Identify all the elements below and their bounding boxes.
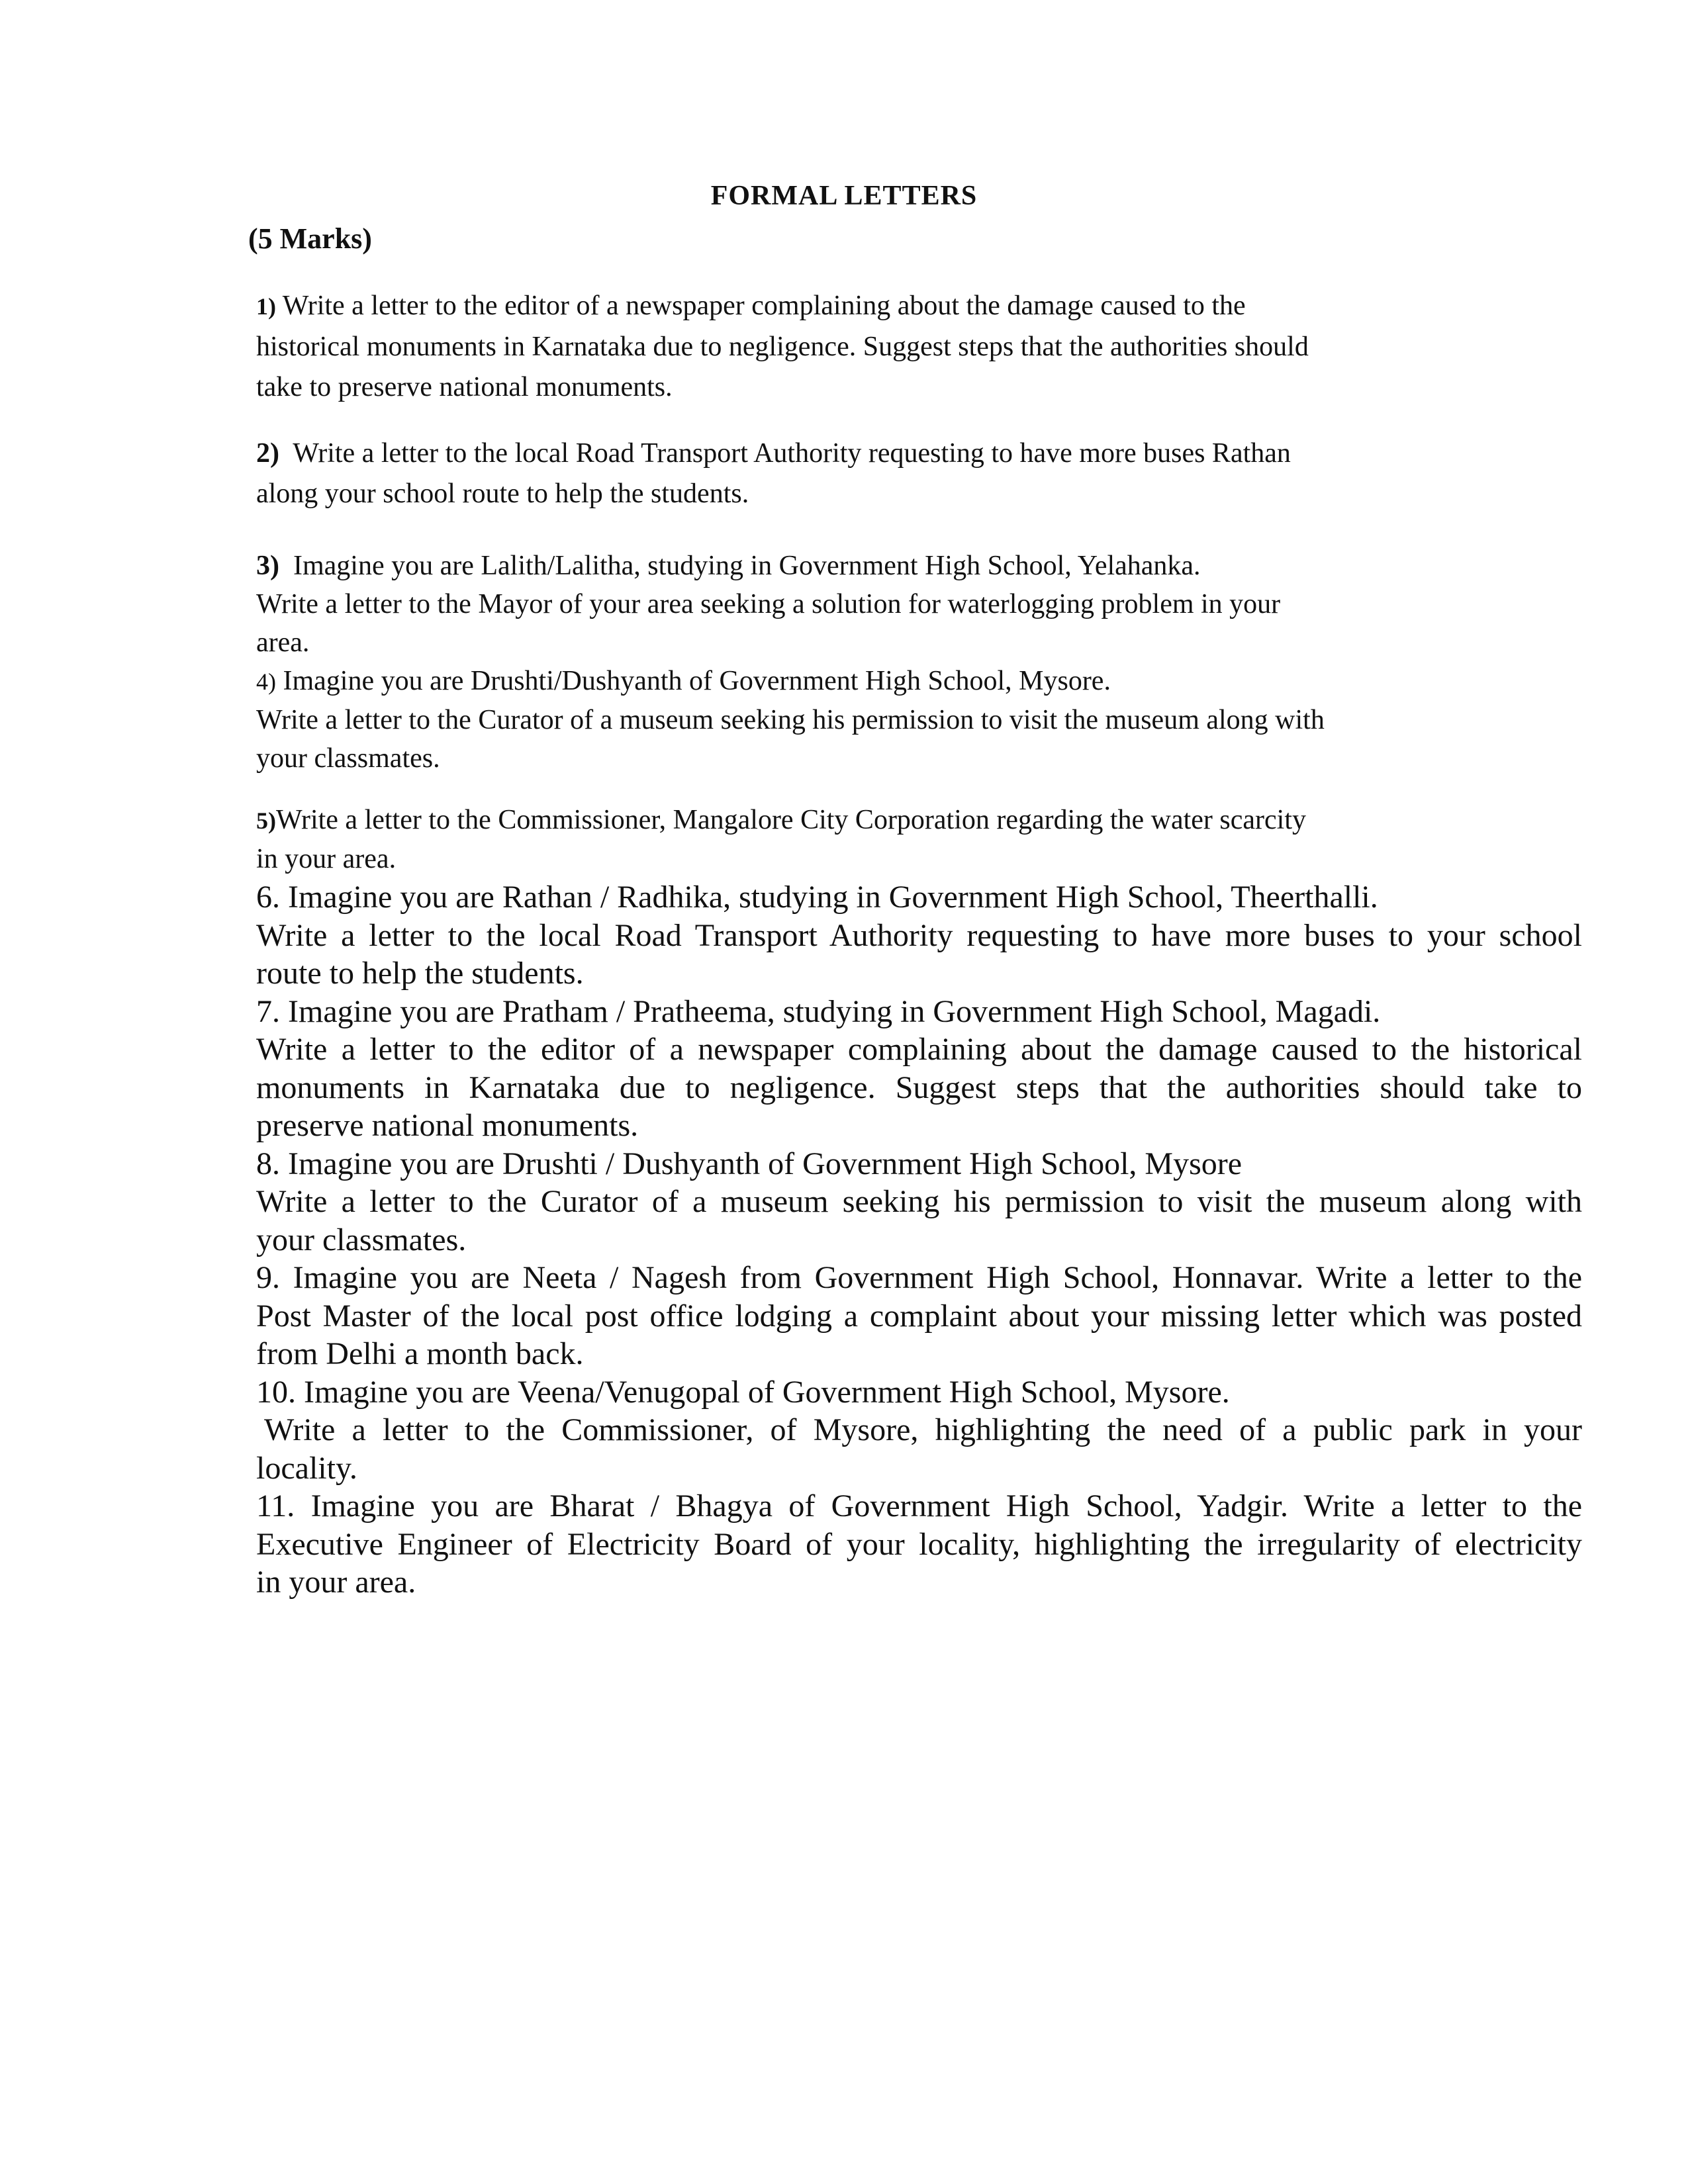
question-2 xyxy=(256,433,1434,514)
question-text: Write a letter to the Curator of a museum seeking his permission to visit the museum along with xyxy=(256,1184,1582,1219)
question-text: Imagine you are Lalith/Lalitha, studying in Government High School, Yelahanka. xyxy=(293,551,1201,581)
question-text: Executive Engineer of Electricity Board of your locality, highlighting the irregularity of electricity xyxy=(256,1526,1582,1562)
question-text: Write a letter to the local Road Transport Authority requesting to have more buses to your school xyxy=(256,917,1582,953)
question-number: 5) xyxy=(256,807,276,834)
question-text: Write a letter to the editor of a newspaper complaining about the damage caused to the xyxy=(282,291,1246,321)
question-number: 8. xyxy=(256,1146,280,1181)
question-number: 9. xyxy=(256,1260,280,1295)
question-text: Imagine you are Drushti / Dushyanth of Government High School, Mysore xyxy=(288,1146,1243,1181)
question-text: Write a letter to the Curator of a museum seeking his permission to visit the museum along with xyxy=(256,705,1325,735)
question-list-large xyxy=(256,878,1582,1602)
question-text: Write a letter to the Mayor of your area seeking a solution for waterlogging problem in your xyxy=(256,589,1281,619)
page-title: FORMAL LETTERS xyxy=(710,181,978,211)
question-text: your classmates. xyxy=(256,1222,467,1257)
marks-label: (5 Marks) xyxy=(248,222,372,255)
question-4 xyxy=(256,662,1434,778)
question-text: take to preserve national monuments. xyxy=(256,372,673,402)
question-text: Imagine you are Veena/Venugopal of Government High School, Mysore. xyxy=(304,1374,1230,1410)
question-number: 3) xyxy=(256,551,279,581)
question-text: preserve national monuments. xyxy=(256,1108,639,1143)
question-text: Imagine you are Rathan / Radhika, studying in Government High School, Theerthalli. xyxy=(288,880,1378,915)
question-5 xyxy=(256,801,1434,878)
question-text: Imagine you are Neeta / Nagesh from Government High School, Honnavar. Write a letter to the xyxy=(293,1260,1582,1295)
question-1 xyxy=(256,286,1434,408)
question-text: in your area. xyxy=(256,844,397,874)
question-number: 7. xyxy=(256,993,280,1029)
question-text: Imagine you are Pratham / Pratheema, studying in Government High School, Magadi. xyxy=(288,993,1381,1029)
question-text: along your school route to help the students. xyxy=(256,478,749,509)
question-text: Write a letter to the Commissioner, of Mysore, highlighting the need of a public park in your xyxy=(264,1412,1582,1447)
question-number: 10. xyxy=(256,1374,296,1410)
question-text: monuments in Karnataka due to negligence. Suggest steps that the authorities should take to xyxy=(256,1069,1582,1105)
question-text: area. xyxy=(256,627,310,658)
question-text: Imagine you are Bharat / Bhagya of Government High School, Yadgir. Write a letter to the xyxy=(310,1488,1583,1524)
question-text: locality. xyxy=(256,1450,357,1486)
question-text: Write a letter to the editor of a newspaper complaining about the damage caused to the historical xyxy=(256,1032,1582,1067)
question-text: route to help the students. xyxy=(256,956,584,991)
question-text: from Delhi a month back. xyxy=(256,1336,584,1371)
question-text: historical monuments in Karnataka due to negligence. Suggest steps that the authorities should xyxy=(256,332,1309,362)
question-number: 2) xyxy=(256,438,279,469)
question-text: Imagine you are Drushti/Dushyanth of Government High School, Mysore. xyxy=(283,666,1111,696)
question-number: 11. xyxy=(256,1488,295,1524)
question-3 xyxy=(256,547,1434,662)
question-text: Post Master of the local post office lodging a complaint about your missing letter which was posted xyxy=(256,1298,1582,1334)
question-text: Write a letter to the Commissioner, Mangalore City Corporation regarding the water scarcity xyxy=(276,805,1306,835)
question-text: in your area. xyxy=(256,1565,416,1600)
question-text: Write a letter to the local Road Transport Authority requesting to have more buses Rathan xyxy=(293,438,1291,469)
question-number: 4) xyxy=(256,668,276,695)
question-number: 6. xyxy=(256,880,280,915)
question-text: your classmates. xyxy=(256,743,440,774)
question-number: 1) xyxy=(256,293,276,320)
